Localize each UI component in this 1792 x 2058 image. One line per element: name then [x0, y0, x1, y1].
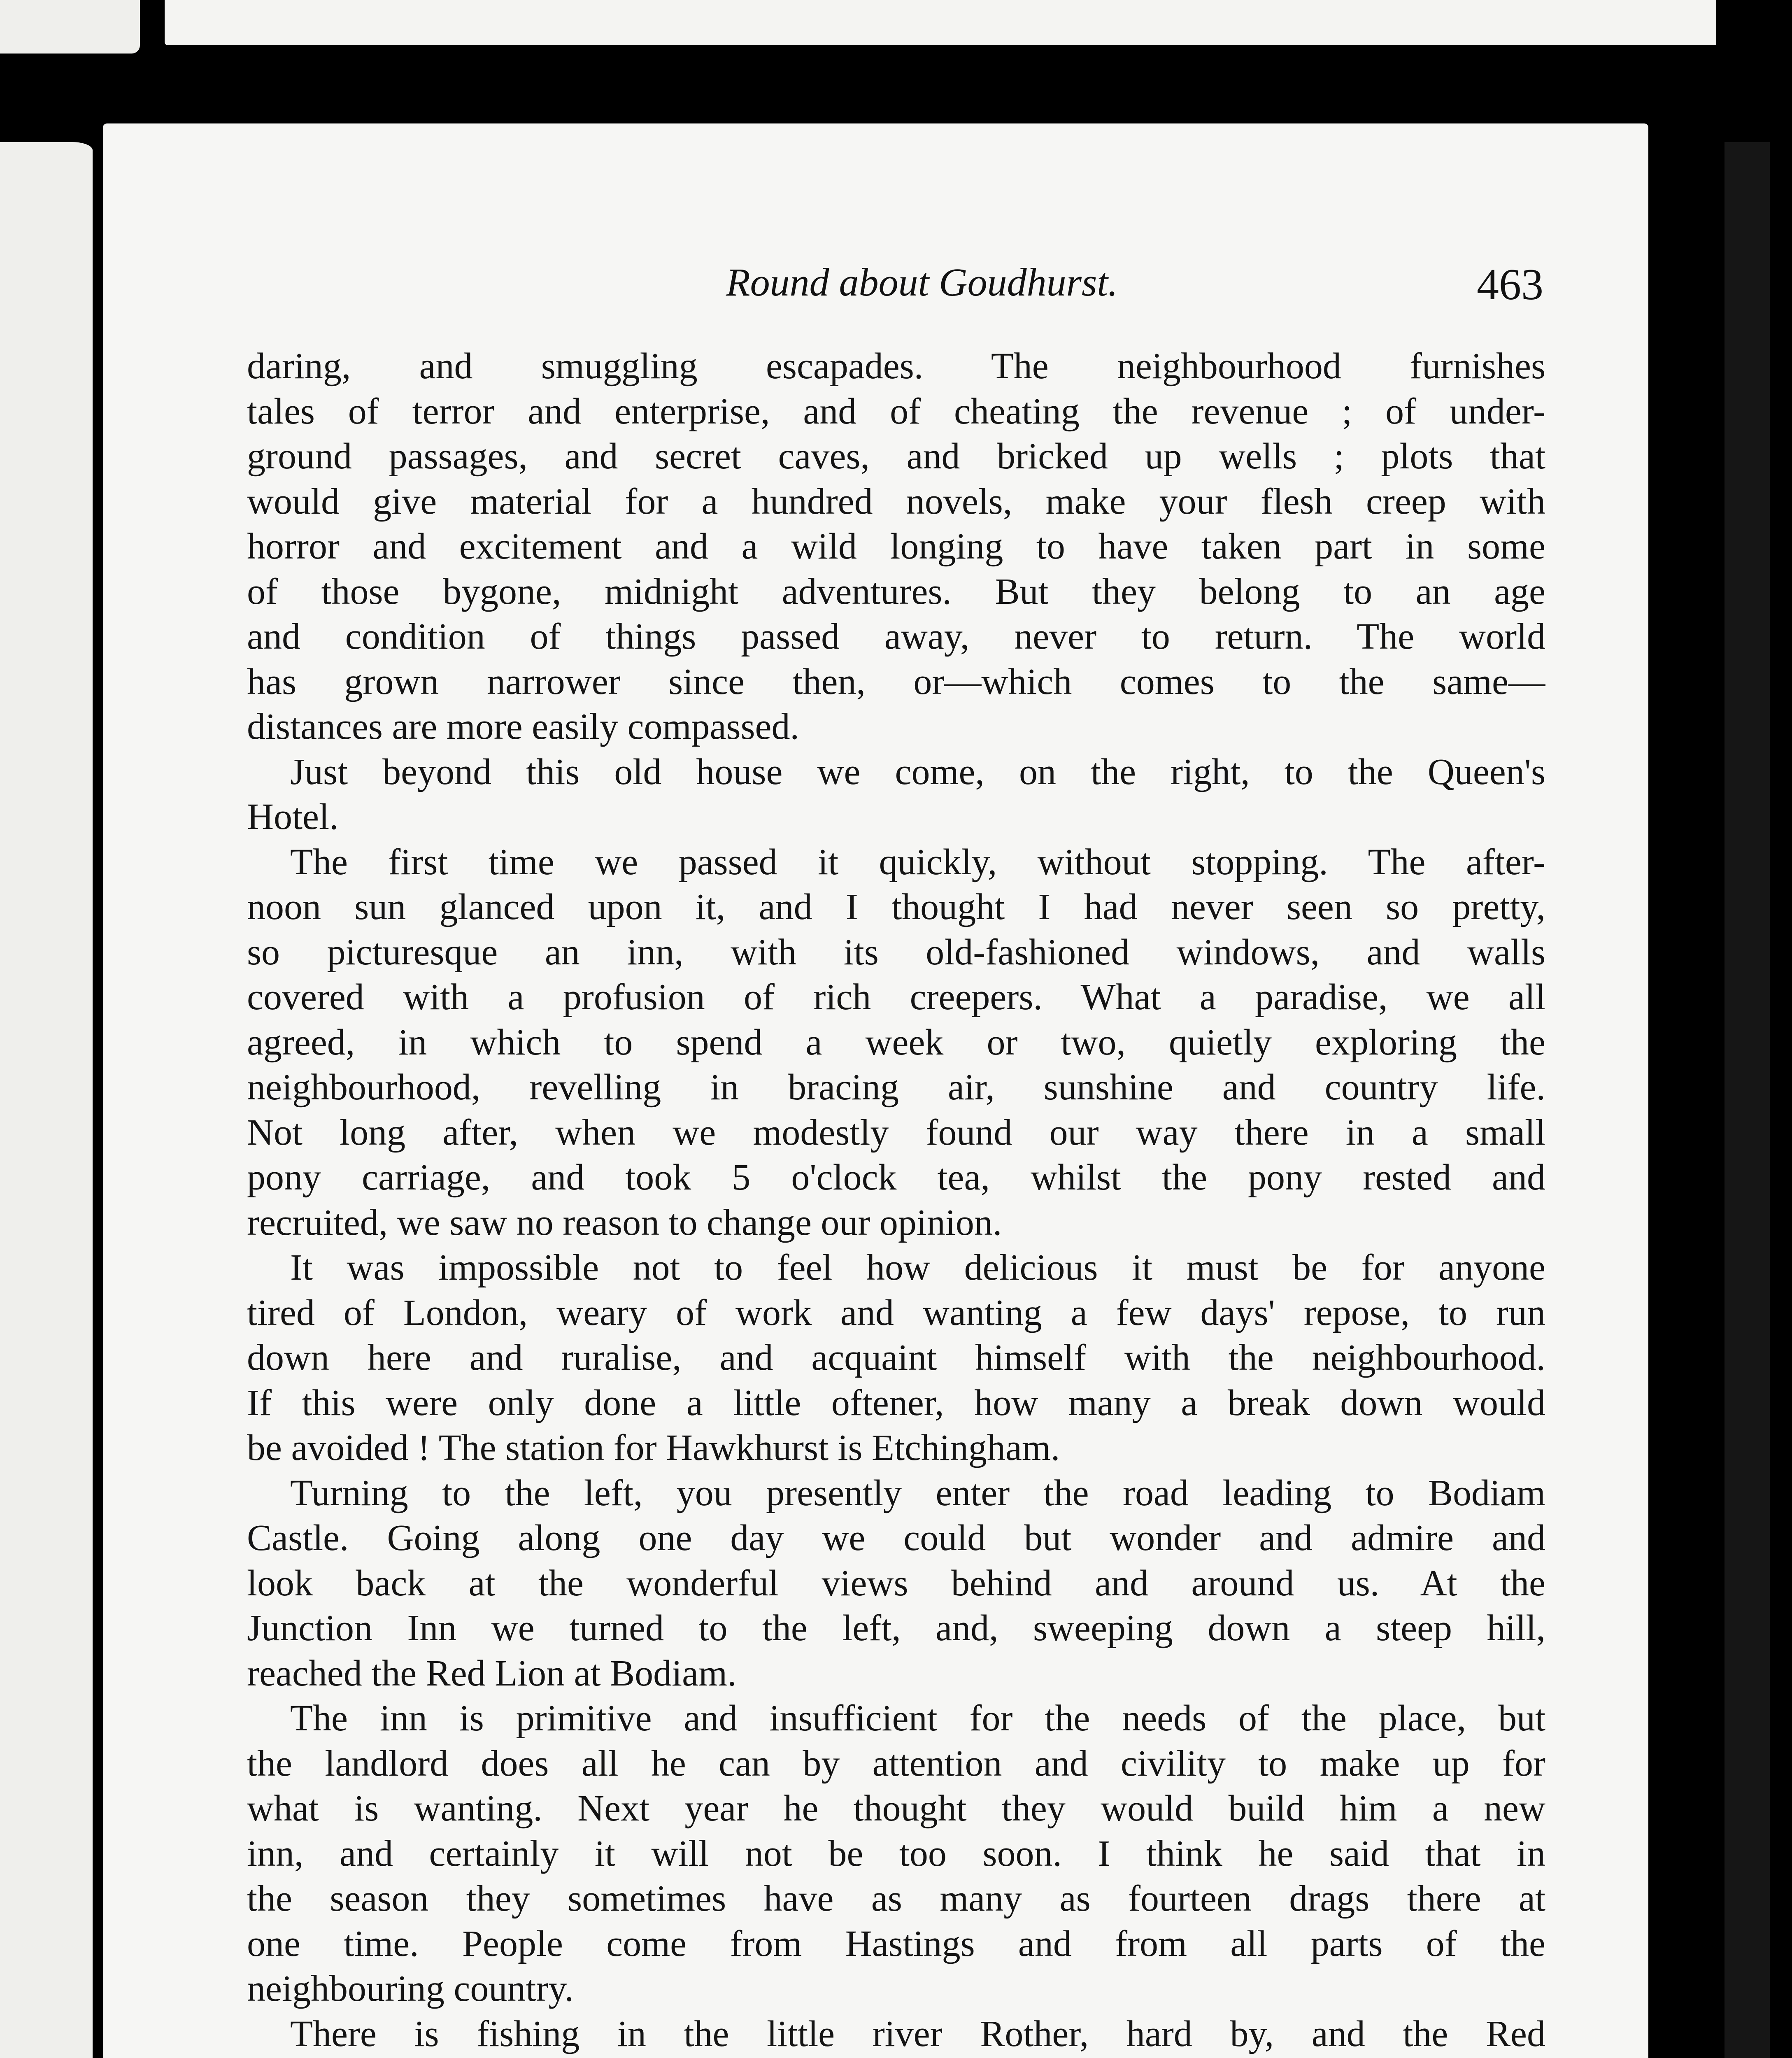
text-line: Not long after, when we modestly found our way there in a small	[247, 1112, 1545, 1153]
page-number: 463	[1477, 260, 1543, 309]
paragraph	[247, 344, 1545, 750]
paragraph	[247, 840, 1545, 1246]
text-line: The inn is primitive and insufficient for the needs of the place, but	[290, 1698, 1545, 1739]
text-line: tales of terror and enterprise, and of cheating the revenue ; of under-	[247, 391, 1545, 432]
text-line: so picturesque an inn, with its old-fashioned windows, and walls	[247, 931, 1545, 973]
paragraph	[247, 2011, 1545, 2058]
text-line: horror and excitement and a wild longing to have taken part in some	[247, 526, 1545, 567]
text-line: The first time we passed it quickly, without stopping. The after-	[290, 841, 1545, 882]
text-line: would give material for a hundred novels, make your flesh creep with	[247, 481, 1545, 522]
book-spine-shadow	[1725, 142, 1770, 2058]
text-line: Castle. Going along one day we could but wonder and admire and	[247, 1518, 1545, 1558]
text-line: and condition of things passed away, never to return. The world	[247, 616, 1545, 657]
text-line: tired of London, weary of work and wanting a few days' repose, to run	[247, 1292, 1545, 1333]
text-line: reached the Red Lion at Bodiam.	[247, 1653, 737, 1694]
text-line: agreed, in which to spend a week or two, quietly exploring the	[247, 1022, 1545, 1063]
previous-page-edge-top-left	[0, 0, 140, 54]
text-line: There is fishing in the little river Rother, hard by, and the Red	[290, 2013, 1545, 2054]
text-line: has grown narrower since then, or—which comes to the same—	[247, 661, 1545, 702]
paragraph	[247, 750, 1545, 840]
facing-page-edge	[0, 142, 93, 2058]
text-line: look back at the wonderful views behind and around us. At the	[247, 1562, 1545, 1604]
previous-page-edge-top	[165, 0, 1716, 45]
paragraph	[247, 1696, 1545, 2011]
text-line: Just beyond this old house we come, on the right, to the Queen's	[290, 751, 1545, 792]
text-line: the landlord does all he can by attention and civility to make up for	[247, 1743, 1545, 1784]
text-line: the season they sometimes have as many as fourteen drags there at	[247, 1878, 1545, 1919]
text-line: It was impossible not to feel how delicious it must be for anyone	[290, 1247, 1545, 1288]
text-line: inn, and certainly it will not be too soon. I think he said that in	[247, 1833, 1545, 1874]
text-line: Junction Inn we turned to the left, and, sweeping down a steep hill,	[247, 1608, 1545, 1648]
text-line: be avoided ! The station for Hawkhurst is Etchingham.	[247, 1427, 1060, 1468]
text-line: noon sun glanced upon it, and I thought I had never seen so pretty,	[247, 887, 1545, 927]
paragraph	[247, 1471, 1545, 1696]
text-line: of those bygone, midnight adventures. But they belong to an age	[247, 571, 1545, 612]
text-line	[247, 2056, 1545, 2058]
text-line: pony carriage, and took 5 o'clock tea, whilst the pony rested and	[247, 1157, 1545, 1198]
text-line: ground passages, and secret caves, and bricked up wells ; plots that	[247, 436, 1545, 477]
text-line: covered with a profusion of rich creepers. What a paradise, we all	[247, 977, 1545, 1017]
running-title: Round about Goudhurst.	[726, 260, 1118, 304]
body-text	[247, 344, 1545, 2058]
book-page	[103, 123, 1648, 2058]
text-line: one time. People come from Hastings and from all parts of the	[247, 1923, 1545, 1964]
text-line: Hotel.	[247, 796, 339, 837]
text-line: If this were only done a little oftener, how many a break down would	[247, 1382, 1545, 1423]
text-line: neighbourhood, revelling in bracing air, sunshine and country life.	[247, 1067, 1545, 1108]
text-line: distances are more easily compassed.	[247, 706, 800, 747]
text-line: daring, and smuggling escapades. The neighbourhood furnishes	[247, 346, 1545, 386]
text-line: recruited, we saw no reason to change our opinion.	[247, 1202, 1002, 1243]
text-line: Turning to the left, you presently enter the road leading to Bodiam	[290, 1472, 1545, 1513]
text-line: what is wanting. Next year he thought they would build him a new	[247, 1788, 1545, 1829]
text-line: neighbouring country.	[247, 1968, 574, 2009]
text-line: down here and ruralise, and acquaint himself with the neighbourhood.	[247, 1337, 1545, 1378]
paragraph	[247, 1245, 1545, 1471]
